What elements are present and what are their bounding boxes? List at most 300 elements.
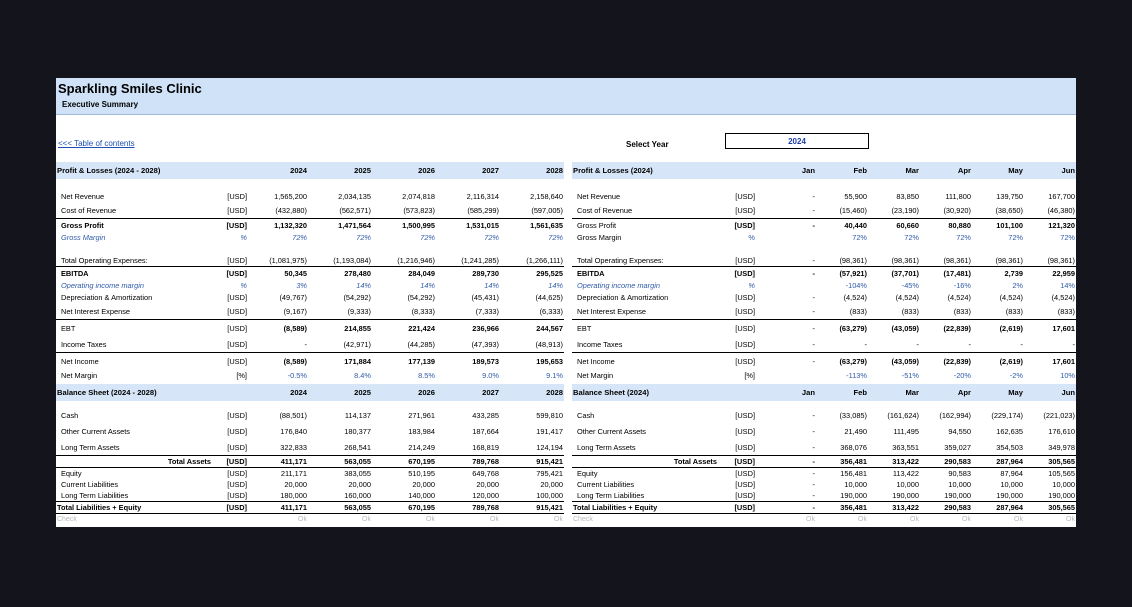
row-label: Total Liabilities + Equity [56, 502, 214, 514]
cell-value: (63,279) [816, 353, 868, 370]
cell-value: 80,880 [920, 219, 972, 232]
cell-value: 313,422 [868, 456, 920, 468]
cell-value: (1,241,285) [461, 255, 499, 265]
cell-value: 305,565 [1024, 502, 1076, 514]
cell-value: 8.4% [354, 370, 371, 380]
cell-value: (15,460) [839, 205, 867, 215]
header-banner [56, 78, 1076, 115]
cell-value: - [812, 442, 815, 452]
cell-value: Ok [1014, 516, 1023, 523]
row-label: Net Interest Expense [61, 306, 131, 316]
cell-value: - [756, 456, 816, 468]
cell-value: 183,984 [408, 426, 435, 436]
row-label: Cash [577, 410, 595, 420]
row-label: Long Term Assets [61, 442, 120, 452]
cell-value: 177,139 [372, 353, 436, 370]
cell-value: (161,624) [887, 410, 919, 420]
cell-value: (22,839) [920, 320, 972, 337]
cell-value: 211,171 [248, 468, 308, 480]
bs-annual-title: Balance Sheet (2024 - 2028) [56, 384, 214, 401]
cell-value: 94,550 [948, 426, 971, 436]
table-row [572, 369, 1076, 381]
row-label: Check [573, 516, 593, 523]
cell-value: 322,833 [280, 442, 307, 452]
cell-value: - [1020, 339, 1023, 349]
row-label: EBITDA [572, 267, 720, 280]
cell-value: 55,900 [844, 191, 867, 201]
table-row [572, 439, 1076, 456]
cell-value: - [812, 205, 815, 215]
check-row [56, 514, 564, 526]
cell-value: (43,059) [868, 353, 920, 370]
row-unit: [USD] [735, 410, 755, 420]
period-header: 2025 [308, 162, 372, 179]
table-row [572, 219, 1076, 232]
cell-value: 195,653 [500, 353, 564, 370]
cell-value: 190,000 [944, 491, 971, 500]
row-label: Current Liabilities [61, 480, 119, 489]
cell-value: -16% [953, 280, 971, 290]
cell-value: (49,767) [279, 292, 307, 302]
cell-value: 191,417 [536, 426, 563, 436]
row-label: Cash [61, 410, 79, 420]
row-unit: [USD] [227, 306, 247, 316]
cell-value: (2,619) [972, 353, 1024, 370]
table-row [572, 423, 1076, 439]
table-of-contents-link[interactable]: <<< Table of contents [58, 139, 135, 148]
cell-value: 2% [1012, 280, 1023, 290]
row-unit: [USD] [227, 191, 247, 201]
cell-value: Ok [426, 516, 435, 523]
cell-value: 1,471,564 [308, 219, 372, 232]
cell-value: (63,279) [816, 320, 868, 337]
row-unit: [USD] [227, 205, 247, 215]
row-label: Cost of Revenue [61, 205, 117, 215]
cell-value: Ok [910, 516, 919, 523]
cell-value: (229,174) [991, 410, 1023, 420]
cell-value: - [812, 410, 815, 420]
cell-value: 2,158,640 [530, 191, 563, 201]
cell-value: 124,194 [536, 442, 563, 452]
cell-value: (162,994) [939, 410, 971, 420]
cell-value: 271,961 [408, 410, 435, 420]
row-unit: [USD] [735, 255, 755, 265]
cell-value: 140,000 [408, 491, 435, 500]
cell-value: (4,524) [1051, 292, 1075, 302]
cell-value: 411,171 [248, 456, 308, 468]
table-row [56, 231, 564, 243]
cell-value: - [812, 426, 815, 436]
period-header: 2027 [436, 162, 500, 179]
row-unit: [USD] [735, 306, 755, 316]
table-row [572, 190, 1076, 202]
cell-value: 160,000 [344, 491, 371, 500]
period-header: 2024 [248, 384, 308, 401]
cell-value: 72% [1060, 232, 1075, 242]
cell-value: - [864, 339, 867, 349]
row-unit: [USD] [214, 267, 248, 280]
row-label: Net Revenue [61, 191, 105, 201]
period-header: Jun [1024, 384, 1076, 401]
row-label: Gross Profit [572, 219, 720, 232]
row-unit: [USD] [214, 468, 248, 480]
cell-value: 1,561,635 [500, 219, 564, 232]
row-label: Net Interest Expense [577, 306, 647, 316]
table-row [572, 456, 1076, 468]
period-header: 2028 [500, 162, 564, 179]
period-header: Jan [756, 384, 816, 401]
cell-value: 10% [1060, 370, 1075, 380]
cell-value: 10,000 [1052, 480, 1075, 489]
cell-value: 287,964 [972, 502, 1024, 514]
table-row [572, 303, 1076, 320]
cell-value: 368,076 [840, 442, 867, 452]
row-unit: [USD] [735, 191, 755, 201]
cell-value: 190,000 [1048, 491, 1075, 500]
cell-value: 190,000 [996, 491, 1023, 500]
select-year-input[interactable]: 2024 [725, 133, 869, 149]
row-unit: [USD] [720, 468, 756, 480]
cell-value: (23,190) [891, 205, 919, 215]
cell-value: (432,880) [275, 205, 307, 215]
cell-value: 649,768 [436, 468, 500, 480]
row-label: Long Term Liabilities [577, 491, 645, 500]
cell-value: -2% [1009, 370, 1023, 380]
cell-value: (2,619) [972, 320, 1024, 337]
cell-value: (9,333) [347, 306, 371, 316]
table-row [56, 320, 564, 337]
period-header: Jan [756, 162, 816, 179]
cell-value: 114,137 [344, 410, 371, 420]
period-header: Jun [1024, 162, 1076, 179]
cell-value: (8,333) [411, 306, 435, 316]
row-unit: [USD] [735, 339, 755, 349]
cell-value: 60,660 [868, 219, 920, 232]
cell-value: (8,589) [248, 353, 308, 370]
cell-value: - [756, 267, 816, 280]
cell-value: 72% [484, 232, 499, 242]
cell-value: 190,000 [892, 491, 919, 500]
table-row [56, 490, 564, 502]
table-row [56, 439, 564, 456]
table-row [572, 279, 1076, 291]
row-unit: [USD] [735, 205, 755, 215]
cell-value: - [812, 191, 815, 201]
period-header: Apr [920, 162, 972, 179]
cell-value: (1,216,946) [397, 255, 435, 265]
cell-value: (833) [1005, 306, 1023, 316]
cell-value [756, 231, 816, 243]
cell-value: 180,377 [344, 426, 371, 436]
cell-value: 3% [296, 280, 307, 290]
cell-value: (30,920) [943, 205, 971, 215]
table-row [572, 336, 1076, 353]
row-label: Depreciation & Amortization [577, 292, 669, 302]
cell-value: 17,601 [1024, 320, 1076, 337]
period-header: 2024 [248, 162, 308, 179]
cell-value: (221,023) [1043, 410, 1075, 420]
cell-value: 290,583 [920, 456, 972, 468]
cell-value: Ok [298, 516, 307, 523]
cell-value: 10,000 [1000, 480, 1023, 489]
cell-value: 168,819 [472, 442, 499, 452]
table-row [56, 423, 564, 439]
row-label: Total Assets [572, 456, 720, 468]
row-label: Other Current Assets [577, 426, 647, 436]
cell-value: 2,074,818 [402, 191, 435, 201]
cell-value: 563,055 [308, 456, 372, 468]
table-row [56, 407, 564, 423]
row-unit: [USD] [735, 480, 755, 489]
row-label: Check [57, 516, 77, 523]
table-row [572, 407, 1076, 423]
cell-value: Ok [554, 516, 563, 523]
cell-value: 9.1% [546, 370, 563, 380]
row-unit: [USD] [720, 219, 756, 232]
row-label: Operating income margin [61, 280, 144, 290]
period-header: Mar [868, 384, 920, 401]
cell-value: - [812, 292, 815, 302]
row-unit: [USD] [720, 353, 756, 370]
cell-value: 313,422 [868, 502, 920, 514]
cell-value: 101,100 [972, 219, 1024, 232]
cell-value: 139,750 [996, 191, 1023, 201]
row-label: Net Revenue [577, 191, 621, 201]
table-row [56, 468, 564, 480]
cell-value: 2,739 [972, 267, 1024, 280]
cell-value: 120,000 [472, 491, 499, 500]
row-unit: [%] [236, 370, 247, 380]
table-row [572, 490, 1076, 502]
cell-value: 111,495 [893, 426, 919, 436]
table-row [56, 303, 564, 320]
cell-value: 121,320 [1024, 219, 1076, 232]
row-label: Total Liabilities + Equity [572, 502, 720, 514]
cell-value: 187,664 [472, 426, 499, 436]
table-row [572, 254, 1076, 267]
row-label: Net Margin [61, 370, 98, 380]
cell-value: 20,000 [348, 480, 371, 489]
table-row [56, 502, 564, 514]
cell-value: 510,195 [372, 468, 436, 480]
cell-value: - [756, 320, 816, 337]
cell-value: 20,000 [476, 480, 499, 489]
cell-value: (98,361) [1047, 255, 1075, 265]
cell-value: (17,481) [920, 267, 972, 280]
cell-value: 670,195 [372, 456, 436, 468]
period-header: 2026 [372, 162, 436, 179]
cell-value: -0.5% [287, 370, 307, 380]
table-row [56, 219, 564, 232]
cell-value: 14% [1060, 280, 1075, 290]
row-unit: [USD] [214, 219, 248, 232]
cell-value: (7,333) [475, 306, 499, 316]
row-unit: [USD] [227, 491, 247, 500]
cell-value: 21,490 [844, 426, 867, 436]
table-row [56, 254, 564, 267]
row-unit: [USD] [227, 410, 247, 420]
cell-value: - [1072, 339, 1075, 349]
pl-monthly-header-row [572, 162, 1076, 179]
cell-value: 72% [292, 232, 307, 242]
row-unit: [%] [744, 370, 755, 380]
cell-value: 221,424 [372, 320, 436, 337]
row-unit: % [748, 232, 755, 242]
cell-value: 1,132,320 [248, 219, 308, 232]
cell-value: 295,525 [500, 267, 564, 280]
cell-value: 176,840 [280, 426, 307, 436]
period-header: Feb [816, 162, 868, 179]
cell-value: 789,768 [436, 456, 500, 468]
row-label: Gross Profit [56, 219, 214, 232]
table-row [572, 202, 1076, 219]
cell-value: (47,393) [471, 339, 499, 349]
bs-monthly-header-row [572, 384, 1076, 401]
cell-value: 14% [356, 280, 371, 290]
cell-value: (6,333) [539, 306, 563, 316]
period-header: Feb [816, 384, 868, 401]
table-row [572, 267, 1076, 280]
cell-value: (46,380) [1047, 205, 1075, 215]
cell-value: (38,650) [995, 205, 1023, 215]
cell-value: 1,500,995 [372, 219, 436, 232]
period-header: May [972, 384, 1024, 401]
row-unit: [USD] [214, 320, 248, 337]
cell-value: - [968, 339, 971, 349]
cell-value: (54,292) [407, 292, 435, 302]
table-row [56, 267, 564, 280]
select-year-label: Select Year [626, 140, 669, 149]
row-label: EBT [56, 320, 214, 337]
cell-value: - [812, 491, 815, 500]
table-row [572, 353, 1076, 370]
pl-monthly-table [572, 162, 1076, 381]
cell-value: (42,971) [343, 339, 371, 349]
cell-value: (833) [849, 306, 867, 316]
cell-value: 90,583 [920, 468, 972, 480]
period-header: May [972, 162, 1024, 179]
cell-value: 363,551 [892, 442, 919, 452]
cell-value: 10,000 [948, 480, 971, 489]
row-unit: [USD] [735, 491, 755, 500]
cell-value: 383,055 [308, 468, 372, 480]
cell-value: 1,565,200 [274, 191, 307, 201]
row-unit: [USD] [720, 267, 756, 280]
cell-value: (833) [953, 306, 971, 316]
cell-value: 100,000 [536, 491, 563, 500]
row-label: Operating income margin [577, 280, 660, 290]
cell-value [756, 369, 816, 381]
cell-value: 10,000 [844, 480, 867, 489]
cell-value: 180,000 [280, 491, 307, 500]
cell-value: (37,701) [868, 267, 920, 280]
pl-monthly-title: Profit & Losses (2024) [572, 162, 720, 179]
cell-value: 50,345 [248, 267, 308, 280]
cell-value: (1,081,975) [269, 255, 307, 265]
period-header: 2028 [500, 384, 564, 401]
cell-value: 156,481 [816, 468, 868, 480]
cell-value: 244,567 [500, 320, 564, 337]
cell-value: 72% [356, 232, 371, 242]
row-unit: [USD] [214, 353, 248, 370]
cell-value: 236,966 [436, 320, 500, 337]
cell-value: 22,959 [1024, 267, 1076, 280]
cell-value: 214,249 [408, 442, 435, 452]
cell-value: (573,823) [403, 205, 435, 215]
table-row [572, 502, 1076, 514]
period-header: 2026 [372, 384, 436, 401]
cell-value: 2,034,135 [338, 191, 371, 201]
cell-value: 10,000 [896, 480, 919, 489]
cell-value: (98,361) [891, 255, 919, 265]
table-row [572, 231, 1076, 243]
pl-annual-table [56, 162, 564, 381]
cell-value: (54,292) [343, 292, 371, 302]
cell-value: (48,913) [535, 339, 563, 349]
bs-annual-header-row [56, 384, 564, 401]
cell-value: 915,421 [500, 502, 564, 514]
cell-value [756, 279, 816, 291]
table-row [56, 369, 564, 381]
row-unit: [USD] [735, 442, 755, 452]
cell-value: 278,480 [308, 267, 372, 280]
cell-value: 105,565 [1024, 468, 1076, 480]
row-unit: [USD] [227, 255, 247, 265]
row-unit: [USD] [720, 320, 756, 337]
cell-value: 176,610 [1048, 426, 1075, 436]
cell-value: (833) [1057, 306, 1075, 316]
cell-value: - [812, 306, 815, 316]
pl-annual-title: Profit & Losses (2024 - 2028) [56, 162, 214, 179]
bs-annual-table [56, 384, 564, 525]
cell-value: 14% [548, 280, 563, 290]
cell-value: (88,501) [279, 410, 307, 420]
cell-value: 356,481 [816, 502, 868, 514]
cell-value: 72% [852, 232, 867, 242]
page-title: Sparkling Smiles Clinic [58, 81, 202, 96]
row-label: Depreciation & Amortization [61, 292, 153, 302]
cell-value: (4,524) [895, 292, 919, 302]
row-label: Total Operating Expenses: [61, 255, 148, 265]
cell-value: 1,531,015 [436, 219, 500, 232]
cell-value: 287,964 [972, 456, 1024, 468]
cell-value: (33,085) [839, 410, 867, 420]
table-row [56, 190, 564, 202]
row-label: Cost of Revenue [577, 205, 633, 215]
cell-value: (98,361) [839, 255, 867, 265]
cell-value: (22,839) [920, 353, 972, 370]
table-row [572, 468, 1076, 480]
cell-value: 14% [484, 280, 499, 290]
row-unit: % [240, 280, 247, 290]
cell-value: 356,481 [816, 456, 868, 468]
period-header: 2027 [436, 384, 500, 401]
cell-value: 795,421 [500, 468, 564, 480]
cell-value: (98,361) [943, 255, 971, 265]
cell-value: 915,421 [500, 456, 564, 468]
page-subtitle: Executive Summary [62, 100, 139, 109]
row-unit: [USD] [720, 502, 756, 514]
cell-value: 789,768 [436, 502, 500, 514]
table-row [56, 279, 564, 291]
cell-value: 171,884 [308, 353, 372, 370]
cell-value: 670,195 [372, 502, 436, 514]
cell-value: 189,573 [436, 353, 500, 370]
cell-value: 20,000 [540, 480, 563, 489]
cell-value: -113% [846, 370, 867, 380]
cell-value: Ok [1066, 516, 1075, 523]
cell-value: Ok [490, 516, 499, 523]
